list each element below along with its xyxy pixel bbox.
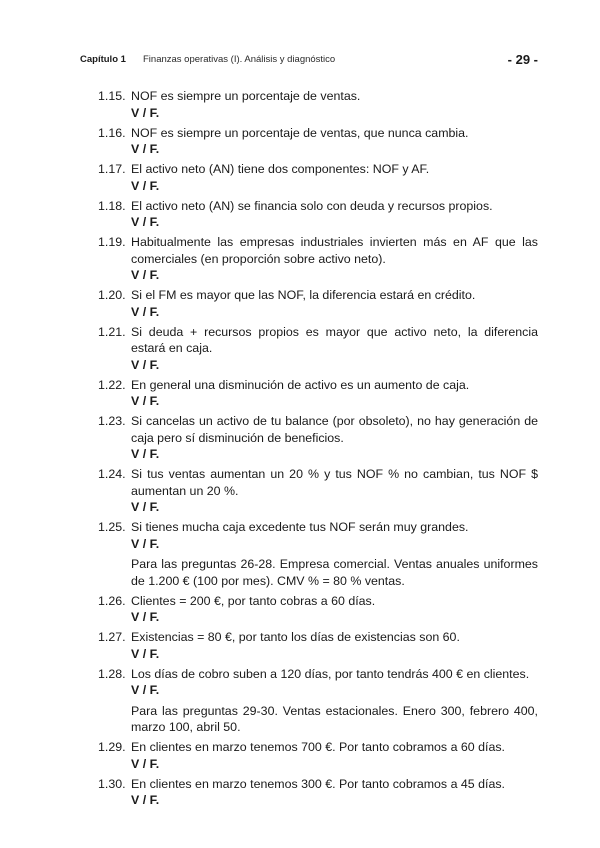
question-1-30 [98,776,538,809]
true-false-label: V / F. [131,357,160,372]
question-number: 1.23. [98,414,126,428]
question-1-19 [98,234,538,284]
question-text: Clientes = 200 €, por tanto cobras a 60 días. [131,593,376,608]
note-questions-26-28: Para las preguntas 26-28. Empresa comercial. Ventas anuales uniformes de 1.200 € (100 por mes). CMV % = 80 % ventas. [131,557,538,588]
chapter-subtitle: Finanzas operativas (I). Análisis y diagnóstico [143,54,336,65]
question-text: NOF es siempre un porcentaje de ventas. [131,89,361,103]
question-text: El activo neto (AN) se financia solo con deuda y recursos propios. [131,198,493,213]
true-false-label: V / F. [131,215,160,229]
question-1-23 [98,413,538,463]
question-text: Si cancelas un activo de tu balance (por obsoleto), no hay generación de caja pero sí disminución de beneficios. [131,414,538,445]
true-false-label: V / F. [131,756,160,771]
question-number: 1.24. [98,467,126,481]
question-number: 1.25. [98,520,126,534]
question-number: 1.21. [98,324,126,339]
question-number: 1.27. [98,630,126,644]
true-false-label: V / F. [131,447,160,461]
question-number: 1.20. [98,288,126,302]
question-number: 1.28. [98,666,126,681]
question-1-22 [98,377,538,410]
true-false-label: V / F. [131,683,160,697]
question-number: 1.17. [98,162,126,176]
question-text: NOF es siempre un porcentaje de ventas, que nunca cambia. [131,125,469,140]
true-false-label: V / F. [131,394,160,408]
question-1-29 [98,739,538,772]
question-1-21 [98,324,538,374]
question-1-20 [98,287,538,320]
question-number: 1.18. [98,198,126,213]
question-text: Si tus ventas aumentan un 20 % y tus NOF % no cambian, tus NOF $ aumentan un 20 %. [131,467,538,498]
page-header [80,50,538,70]
true-false-label: V / F. [131,793,160,807]
question-1-28 [98,666,538,699]
question-1-15 [98,88,538,121]
question-1-27 [98,629,538,662]
question-text: Si deuda + recursos propios es mayor que activo neto, la diferencia estará en caja. [131,324,538,355]
question-1-26 [98,593,538,626]
question-number: 1.16. [98,125,126,140]
true-false-label: V / F. [131,304,160,319]
note-questions-29-30: Para las preguntas 29-30. Ventas estacionales. Enero 300, febrero 400, marzo 100, abril 50. [131,703,538,734]
true-false-label: V / F. [131,268,160,282]
question-text: Existencias = 80 €, por tanto los días de existencias son 60. [131,630,460,644]
question-text: En general una disminución de activo es un aumento de caja. [131,377,470,392]
question-text: En clientes en marzo tenemos 300 €. Por tanto cobramos a 45 días. [131,776,505,791]
question-number: 1.15. [98,89,126,103]
true-false-label: V / F. [131,178,160,193]
true-false-label: V / F. [131,646,160,661]
question-number: 1.30. [98,776,126,791]
true-false-label: V / F. [131,142,160,156]
question-text: Los días de cobro suben a 120 días, por tanto tendrás 400 € en clientes. [131,666,530,681]
question-number: 1.19. [98,235,126,249]
true-false-label: V / F. [131,610,160,624]
question-text: El activo neto (AN) tiene dos componentes: NOF y AF. [131,162,430,176]
question-1-25 [98,519,538,552]
question-1-17 [98,161,538,194]
question-text: Habitualmente las empresas industriales invierten más en AF que las comerciales (en proporción sobre activo neto). [131,235,538,266]
question-text: En clientes en marzo tenemos 700 €. Por tanto cobramos a 60 días. [131,740,505,754]
question-list [98,88,538,812]
question-number: 1.22. [98,377,126,392]
true-false-label: V / F. [131,105,160,120]
question-text: Si tienes mucha caja excedente tus NOF serán muy grandes. [131,520,469,534]
true-false-label: V / F. [131,536,160,551]
question-number: 1.26. [98,593,126,608]
question-1-16 [98,125,538,158]
page-number: - 29 - [507,52,538,67]
question-1-18 [98,198,538,231]
question-1-24 [98,466,538,516]
question-text: Si el FM es mayor que las NOF, la diferencia estará en crédito. [131,288,476,302]
question-number: 1.29. [98,740,126,754]
true-false-label: V / F. [131,500,160,514]
chapter-label: Capítulo 1 [80,54,126,65]
